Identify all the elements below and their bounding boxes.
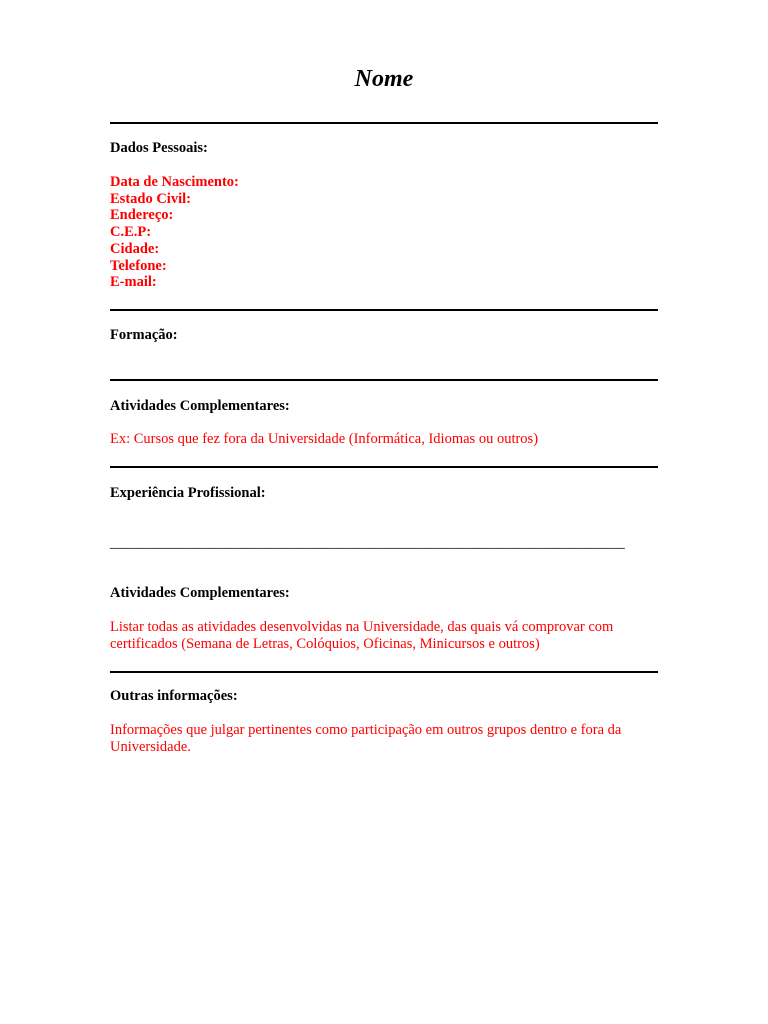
field-endereco: Endereço: — [110, 207, 174, 224]
heading-formacao: Formação: — [110, 327, 178, 343]
field-data-nascimento: Data de Nascimento: — [110, 174, 239, 190]
atividades-example-text: Ex: Cursos que fez fora da Universidade (Informática, Idiomas ou outros) — [110, 431, 539, 447]
field-telefone: Telefone: — [110, 257, 167, 274]
field-email: E-mail: — [110, 274, 157, 291]
field-estado-civil: Estado Civil: — [110, 190, 191, 207]
outras-informacoes-text: Informações que julgar pertinentes como participação em outros grupos dentro e fora da Universidade. — [110, 722, 622, 755]
heading-experiencia-profissional: Experiência Profissional: — [110, 485, 266, 501]
heading-atividades-complementares-universidade: Atividades Complementares: — [110, 585, 290, 601]
section-divider — [110, 379, 658, 381]
section-divider — [110, 466, 658, 468]
atividades-universidade-text: Listar todas as atividades desenvolvidas na Universidade, das quais vá comprovar com certificados (Semana de Letras, Colóquios, Oficinas, Minicursos e outros) — [110, 619, 614, 652]
heading-atividades-complementares: Atividades Complementares: — [110, 398, 290, 414]
heading-outras-informacoes: Outras informações: — [110, 688, 238, 704]
field-cidade: Cidade: — [110, 240, 160, 257]
section-divider — [110, 309, 658, 311]
section-divider — [110, 122, 658, 124]
page-title: Nome — [354, 66, 414, 92]
section-divider — [110, 671, 658, 673]
heading-dados-pessoais: Dados Pessoais: — [110, 140, 208, 156]
field-cep: C.E.P: — [110, 224, 152, 241]
experiencia-blank-line: _______________________________________________________________________ — [110, 535, 625, 551]
